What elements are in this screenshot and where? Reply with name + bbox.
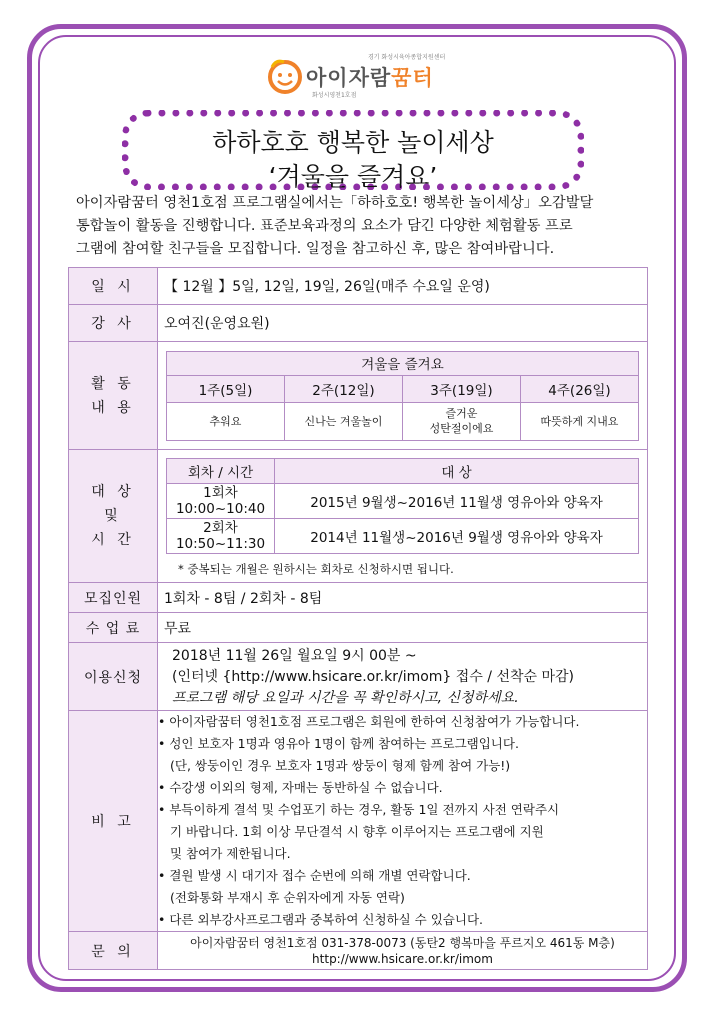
label-content bbox=[69, 342, 158, 450]
session-2-target: 2014년 11월생~2016년 9월생 영유아와 양육자 bbox=[275, 519, 639, 554]
content-cell bbox=[158, 342, 648, 450]
apply-line-3: 프로그램 해당 요일과 시간을 꼭 확인하시고, 신청하세요. bbox=[172, 690, 519, 706]
apply-cell bbox=[158, 643, 648, 711]
row-fee bbox=[69, 613, 648, 643]
activity-3 bbox=[403, 402, 521, 440]
logo bbox=[266, 52, 486, 102]
contact-line-1: 아이자람꿈터 영천1호점 031-378-0073 (동탄2 행복마을 푸르지오 461동 M층) bbox=[190, 935, 615, 950]
row-target bbox=[69, 450, 648, 583]
activity-3-line-2: 성탄절이에요 bbox=[429, 422, 494, 435]
logo-top-text: 경기 화성시육아종합지원센터 bbox=[368, 54, 446, 61]
intro-line: 아이자람꿈터 영천1호점 프로그램실에서는「하하호호! 행복한 놀이세상」오감발달 bbox=[76, 195, 594, 211]
value-fee: 무료 bbox=[158, 613, 648, 643]
session-2-time bbox=[167, 519, 275, 554]
title-line-2: ‘겨울을 즐겨요’ bbox=[268, 162, 438, 191]
label-target-2: 및 bbox=[104, 508, 122, 524]
value-recruit: 1회차 - 8팀 / 2회차 - 8팀 bbox=[158, 583, 648, 613]
remark-line: 및 참여가 제한됩니다. bbox=[170, 846, 291, 861]
info-table bbox=[68, 267, 648, 970]
label-target-1: 대 상 bbox=[91, 484, 135, 500]
activity-table bbox=[166, 351, 639, 441]
row-teacher bbox=[69, 305, 648, 342]
label-content-1: 활 동 bbox=[91, 375, 135, 392]
session-1-name: 1회차 bbox=[203, 485, 238, 501]
row-remarks bbox=[69, 711, 648, 932]
label-apply: 이용신청 bbox=[69, 643, 158, 711]
remark-line: • 성인 보호자 1명과 영유아 1명이 함께 참여하는 프로그램입니다. bbox=[158, 736, 519, 751]
label-contact: 문 의 bbox=[69, 932, 158, 970]
intro-line: 그램에 참여할 친구들을 모집합니다. 일정을 참고하신 후, 많은 참여바랍니다. bbox=[76, 241, 555, 257]
week-4: 4주(26일) bbox=[521, 375, 639, 402]
title-line-1: 하하호호 행복한 놀이세상 bbox=[212, 128, 494, 157]
row-date bbox=[69, 268, 648, 305]
session-head-time: 회차 / 시간 bbox=[167, 459, 275, 484]
activity-1: 추워요 bbox=[167, 402, 285, 440]
logo-name-orange: 꿈터 bbox=[391, 66, 434, 90]
contact-cell bbox=[158, 932, 648, 970]
label-target bbox=[69, 450, 158, 583]
title-box bbox=[122, 110, 584, 190]
label-remarks: 비 고 bbox=[69, 711, 158, 932]
remark-line: • 다른 외부강사프로그램과 중복하여 신청하실 수 있습니다. bbox=[158, 912, 483, 927]
session-1-hours: 10:00~10:40 bbox=[175, 501, 266, 517]
label-target-3: 시 간 bbox=[91, 532, 135, 548]
remarks-cell bbox=[158, 711, 648, 932]
session-2-hours: 10:50~11:30 bbox=[175, 536, 266, 552]
activity-4: 따뜻하게 지내요 bbox=[521, 402, 639, 440]
remark-line: • 부득이하게 결석 및 수업포기 하는 경우, 활동 1일 전까지 사전 연락주시 bbox=[158, 802, 560, 817]
intro-line: 통합놀이 활동을 진행합니다. 표준보육과정의 요소가 담긴 다양한 체험활동 프로 bbox=[76, 218, 573, 234]
activity-3-line-1: 즐거운 bbox=[445, 407, 478, 420]
remark-line: • 수강생 이외의 형제, 자매는 동반하실 수 없습니다. bbox=[158, 780, 443, 795]
session-head-target: 대 상 bbox=[275, 459, 639, 484]
remark-line: • 결원 발생 시 대기자 접수 순번에 의해 개별 연락합니다. bbox=[158, 868, 471, 883]
label-fee: 수 업 료 bbox=[69, 613, 158, 643]
remark-line: (단, 쌍둥이인 경우 보호자 1명과 쌍둥이 형제 함께 참여 가능!) bbox=[170, 758, 511, 773]
session-table bbox=[166, 458, 639, 554]
session-1-target: 2015년 9월생~2016년 11월생 영유아와 양육자 bbox=[275, 484, 639, 519]
apply-line-2: (인터넷 {http://www.hsicare.or.kr/imom} 접수 / 선착순 마감) bbox=[172, 669, 574, 685]
label-date: 일 시 bbox=[69, 268, 158, 305]
week-2: 2주(12일) bbox=[285, 375, 403, 402]
row-contact bbox=[69, 932, 648, 970]
contact-url[interactable]: http://www.hsicare.or.kr/imom bbox=[312, 951, 493, 966]
remark-line: (전화통화 부재시 후 순위자에게 자동 연락) bbox=[170, 890, 405, 905]
logo-name bbox=[306, 62, 434, 92]
row-recruit bbox=[69, 583, 648, 613]
value-teacher: 오여진(운영요원) bbox=[158, 305, 648, 342]
activity-header: 겨울을 즐겨요 bbox=[167, 351, 639, 375]
remark-line: • 아이자람꿈터 영천1호점 프로그램은 회원에 한하여 신청참여가 가능합니다. bbox=[158, 714, 580, 729]
target-cell bbox=[158, 450, 648, 583]
session-1-time bbox=[167, 484, 275, 519]
activity-2: 신나는 겨울놀이 bbox=[285, 402, 403, 440]
remark-line: 기 바랍니다. 1회 이상 무단결석 시 향후 이루어지는 프로그램에 지원 bbox=[170, 824, 544, 839]
label-teacher: 강 사 bbox=[69, 305, 158, 342]
label-content-2: 내 용 bbox=[91, 399, 135, 416]
value-date: 【 12월 】5일, 12일, 19일, 26일(매주 수요일 운영) bbox=[158, 268, 648, 305]
intro-text bbox=[76, 192, 646, 261]
row-apply bbox=[69, 643, 648, 711]
smiley-logo-icon bbox=[266, 57, 304, 95]
logo-sub-text: 화성시영천1호점 bbox=[312, 92, 357, 99]
label-recruit: 모집인원 bbox=[69, 583, 158, 613]
session-2-name: 2회차 bbox=[203, 520, 238, 536]
session-note: * 중복되는 개월은 원하시는 회차로 신청하시면 됩니다. bbox=[178, 562, 454, 576]
logo-name-gray: 아이자람 bbox=[306, 66, 392, 90]
week-3: 3주(19일) bbox=[403, 375, 521, 402]
row-content bbox=[69, 342, 648, 450]
apply-line-1: 2018년 11월 26일 월요일 9시 00분 ~ bbox=[172, 648, 417, 664]
week-1: 1주(5일) bbox=[167, 375, 285, 402]
